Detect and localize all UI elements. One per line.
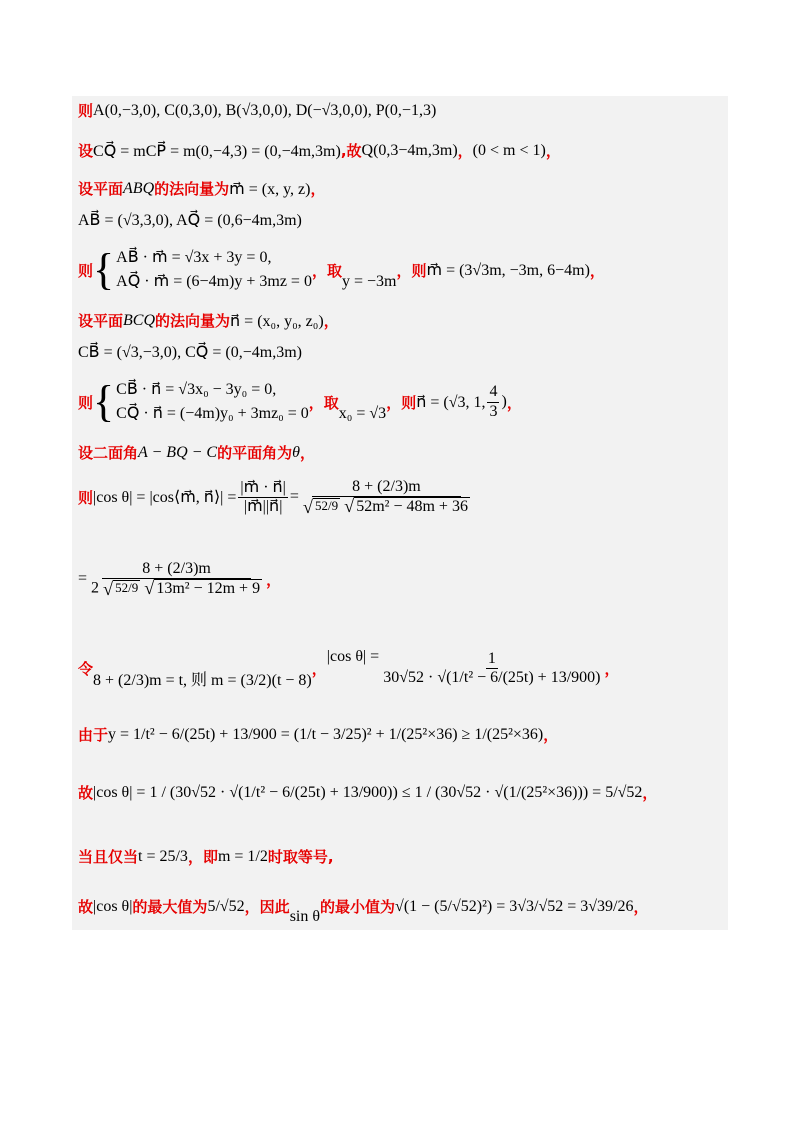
sin-theta: sin θ: [289, 907, 321, 925]
line-coordinates: [78, 100, 436, 121]
chosen-value: x₀ = √3: [338, 405, 387, 422]
comma: ，: [633, 898, 649, 916]
brace-icon: {: [93, 377, 115, 426]
comma: ，: [642, 784, 658, 802]
comma: ，: [266, 570, 282, 589]
line-cos-theta: 则 |cos θ| = |cos⟨m⃗, n⃗⟩| = $\frac{|m⃗ \cdot n⃗|}{|m⃗||n⃗|}$ = 8 + (2/3)m √ 52/9 √ 52m² − 48m + 36: [78, 478, 474, 517]
comma: ，: [604, 660, 620, 679]
sqrt-quadratic: 13m² − 12m + 9: [156, 580, 261, 598]
line-conclusion: [78, 896, 649, 925]
label-youyu: 由于: [78, 726, 109, 744]
line-normal-bcq: [78, 310, 339, 331]
denominator: 2 √ 52/9 √ 13m² − 12m + 9: [91, 578, 261, 599]
cb-cq-math: CB⃗ = (√3,−3,0), CQ⃗ = (0,−4m,3m): [78, 344, 302, 361]
label-gu: 故: [78, 898, 94, 916]
coords-math: A(0,−3,0), C(0,3,0), B(√3,0,0), D(−√3,0,0), P(0,−1,3): [93, 101, 437, 119]
text-therefore: ，因此: [244, 898, 290, 916]
denominator: 30√52 · √(1/t² − 6/(25t) + 13/900): [383, 669, 601, 687]
numerator: |m⃗ · n⃗|: [238, 479, 287, 498]
denominator: 3: [489, 402, 498, 420]
text-plane: 设平面: [78, 180, 124, 198]
numerator: 1: [486, 650, 498, 669]
numerator: 4: [487, 383, 499, 402]
comma: ，: [323, 312, 339, 330]
text-min: 的最小值为: [320, 898, 396, 916]
comma: ，: [543, 726, 559, 744]
label-ze: 则: [78, 488, 94, 507]
comma: ，: [457, 142, 473, 160]
text-dihedral: 设二面角: [78, 444, 139, 462]
dihedral-math: A − BQ − C: [138, 443, 218, 461]
comma: ，: [506, 393, 522, 412]
theta: θ: [292, 443, 300, 461]
denominator: |m⃗||n⃗|: [243, 497, 283, 515]
equation-1: AB⃗ · m⃗ = √3x + 3y = 0,: [116, 249, 272, 266]
text-max: 的最大值为: [132, 898, 208, 916]
fraction: [487, 383, 499, 421]
line-cb-cq: [78, 342, 302, 362]
equation-2: AQ⃗ · m⃗ = (6−4m)y + 3mz = 0: [116, 273, 312, 290]
line-bound: [78, 782, 657, 803]
ab-aq-math: AB⃗ = (√3,3,0), AQ⃗ = (0,6−4m,3m): [78, 212, 302, 229]
label-gu: 故: [78, 784, 94, 802]
line-normal-abq: [78, 178, 325, 199]
vector-n-result: n⃗ = (√3, 1,: [416, 394, 486, 411]
label-she: 设: [78, 142, 94, 160]
label-ze: 则: [78, 393, 94, 412]
text-take: ，取: [308, 393, 339, 412]
text-namely: ，即: [187, 848, 218, 866]
line-ab-aq: [78, 210, 302, 230]
fraction: [238, 479, 287, 517]
line-dihedral: [78, 442, 315, 463]
coef: 2: [91, 579, 100, 597]
text-normal: 的法向量为: [154, 180, 230, 198]
cos-lhs: |cos θ| =: [326, 647, 380, 665]
equation-2: CQ⃗ · n⃗ = (−4m)y₀ + 3mz₀ = 0: [116, 405, 309, 422]
line-equality: [78, 846, 334, 867]
label-ze: 则: [78, 261, 94, 280]
text-iff: 当且仅当: [78, 848, 139, 866]
m-value: m = 1/2: [217, 847, 268, 865]
vector-m-result: m⃗ = (3√3m, −3m, 6−4m): [426, 262, 590, 279]
numerator: 8 + (2/3)m: [312, 478, 461, 497]
vector-m: m⃗ = (x, y, z): [229, 180, 311, 198]
numerator: 8 + (2/3)m: [102, 560, 251, 579]
fraction: [381, 650, 602, 688]
label-ze: 则: [78, 102, 94, 120]
line-system-m: [78, 246, 605, 294]
abs-cos: |cos θ|: [93, 897, 133, 915]
line-simplified: = 8 + (2/3)m 2 √ 52/9 √ 13m² − 12m + 9 ，: [78, 560, 282, 599]
text-equality: 时取等号,: [267, 848, 334, 866]
min-value: √(1 − (5/√52)²) = 3√3/√52 = 3√39/26: [395, 897, 634, 915]
m-range: (0 < m < 1): [472, 141, 546, 159]
text-take: ，取: [311, 261, 342, 280]
sqrt-52-9: 52/9: [113, 580, 140, 598]
comma: ，: [310, 180, 326, 198]
text-then: ，则: [396, 261, 427, 280]
plane-abq: ABQ: [123, 179, 155, 197]
brace-icon: {: [93, 245, 115, 294]
bound-math: |cos θ| = 1 / (30√52 · √(1/t² − 6/(25t) + 13/900)) ≤ 1 / (30√52 · √(1/(25²×36))) = 5/√52: [93, 783, 643, 801]
t-value: t = 25/3: [138, 847, 188, 865]
chosen-value: y = −3m: [341, 273, 397, 290]
equation-system: [93, 378, 309, 426]
cos-lhs: |cos θ| = |cos⟨m⃗, n⃗⟩| =: [93, 489, 237, 507]
sqrt-52-9: 52/9: [313, 498, 340, 516]
text-gu: ,故: [340, 142, 362, 160]
comma: ，: [545, 142, 561, 160]
vector-n: n⃗ = (x₀, y₀, z₀): [230, 312, 324, 330]
cq-math: CQ⃗ = mCP⃗ = m(0,−4,3) = (0,−4m,3m): [93, 142, 341, 160]
plane-bcq: BCQ: [123, 311, 156, 329]
text-normal: 的法向量为: [155, 312, 231, 330]
line-substitution: [78, 647, 620, 690]
substitution-math: 8 + (2/3)m = t, 则 m = (3/2)(t − 8): [93, 672, 312, 690]
fraction: [89, 560, 264, 599]
line-since: [78, 724, 558, 745]
sqrt-quadratic: 52m² − 48m + 36: [356, 498, 468, 516]
text-plane-angle: 的平面角为: [217, 444, 293, 462]
since-math: y = 1/t² − 6/(25t) + 13/900 = (1/t − 3/25)² + 1/(25²×36) ≥ 1/(25²×36): [108, 725, 544, 743]
equation-1: CB⃗ · n⃗ = √3x₀ − 3y₀ = 0,: [116, 381, 277, 398]
denominator: √ 52/9 √ 52m² − 48m + 36: [302, 496, 468, 517]
comma: ，: [299, 444, 315, 462]
equation-system: [93, 246, 312, 294]
text-plane: 设平面: [78, 312, 124, 330]
text-then: ，则: [386, 393, 417, 412]
line-set-cq: [78, 140, 561, 161]
comma: ，: [589, 261, 605, 280]
comma: ，: [311, 660, 327, 679]
max-value: 5/√52: [207, 897, 245, 915]
q-math: Q(0,3−4m,3m): [361, 141, 458, 159]
line-system-n: 则 { CB⃗ · n⃗ = √3x₀ − 3y₀ = 0, CQ⃗ · n⃗ = (−4m)y₀ + 3mz₀ = 0 ，取 x₀ = √3 ，则 n⃗ = (√3, 1, $\frac{4}{3}$ ) ，: [78, 377, 522, 426]
fraction: [301, 478, 472, 517]
label-ling: 令: [78, 660, 94, 679]
